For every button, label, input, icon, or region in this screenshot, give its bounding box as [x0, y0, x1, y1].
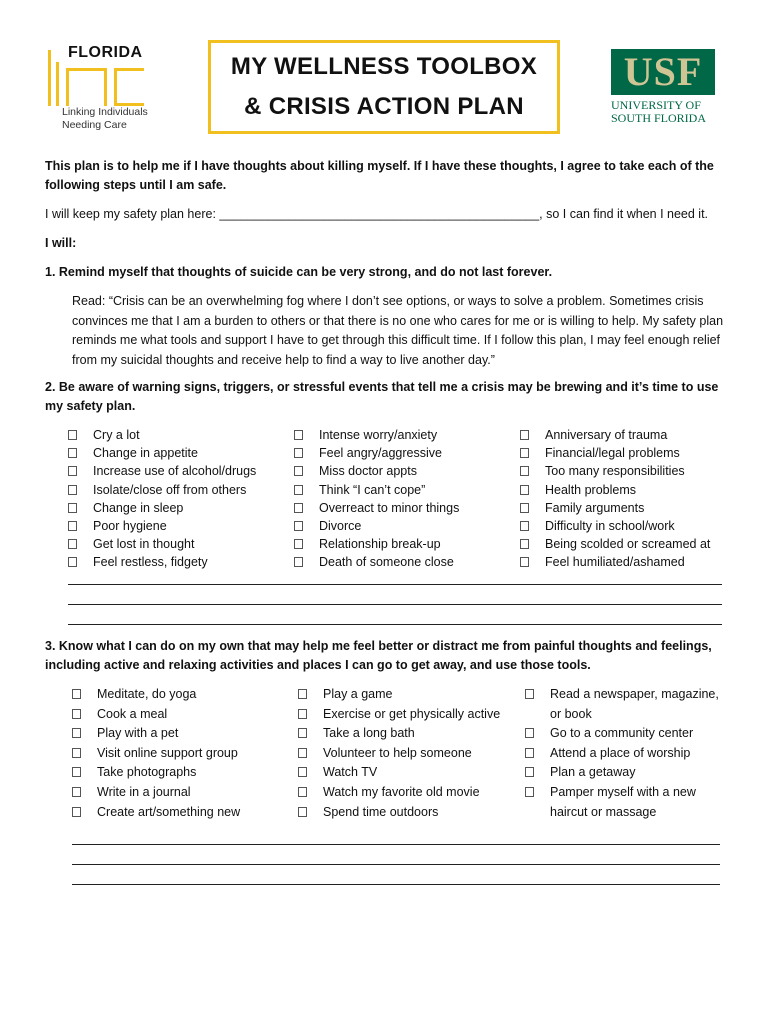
checklist-label: Miss doctor appts [319, 464, 417, 479]
checklist-item[interactable] [72, 744, 240, 764]
write-in-line[interactable] [68, 624, 722, 625]
checkbox[interactable] [525, 787, 534, 797]
checklist-item[interactable] [68, 499, 256, 517]
checklist-item[interactable] [520, 553, 710, 571]
checklist-label: Being scolded or screamed at [545, 537, 711, 552]
checkbox[interactable] [294, 539, 303, 549]
checklist-item[interactable] [68, 553, 256, 571]
step-1-read-text: Read: “Crisis can be an overwhelming fog where I don’t see options, or ways to solve a problem. Sometimes crisis convinces me that I am a burden to others or that there is no one who cares for me or is willing to help. My safety plan reminds me what tools and support I have to get through this difficult time. If I follow this plan, I may feel enough relief from my suicidal thoughts and receive help to find a way to live another day.” [72, 294, 724, 367]
checkbox[interactable] [298, 787, 307, 797]
checklist-label: Volunteer to help someone [323, 745, 472, 760]
checkbox[interactable] [68, 539, 77, 549]
checklist-item[interactable] [72, 803, 240, 823]
step-3-heading: 3. Know what I can do on my own that may help me feel better or distract me from painful thoughts and feelings, including active and relaxing activities and places I can go to get away, and use those tools. [45, 639, 712, 672]
checklist-item[interactable] [68, 444, 256, 462]
checklist-item[interactable] [294, 499, 459, 517]
checklist-label: Death of someone close [319, 555, 454, 570]
checkbox[interactable] [68, 485, 77, 495]
checklist-label: Feel humiliated/ashamed [545, 555, 685, 570]
checklist-label: Family arguments [545, 500, 645, 515]
checklist-item-continuation [525, 705, 719, 725]
florida-wordmark: FLORIDA [68, 44, 143, 61]
checklist-item[interactable] [294, 481, 459, 499]
checkbox[interactable] [520, 485, 529, 495]
checkbox[interactable] [68, 466, 77, 476]
checkbox[interactable] [294, 466, 303, 476]
checklist-item[interactable] [520, 462, 710, 480]
checklist-item[interactable] [72, 783, 240, 803]
checklist-label: Play with a pet [97, 726, 179, 741]
checklist-label: Plan a getaway [550, 765, 636, 780]
logo-stroke [48, 50, 51, 106]
checklist-label: Attend a place of worship [550, 745, 691, 760]
checklist-item[interactable] [520, 444, 710, 462]
title-box [208, 40, 560, 134]
checklist-item[interactable] [520, 517, 710, 535]
tagline-line: Needing Care [62, 119, 127, 131]
checklist-item[interactable] [72, 724, 240, 744]
checklist-item[interactable] [68, 535, 256, 553]
checkbox[interactable] [294, 557, 303, 567]
checkbox[interactable] [72, 728, 81, 738]
checklist-item[interactable] [298, 724, 500, 744]
checkbox[interactable] [525, 767, 534, 777]
checkbox[interactable] [298, 807, 307, 817]
checkbox[interactable] [68, 521, 77, 531]
checklist-item[interactable] [68, 426, 256, 444]
checkbox[interactable] [520, 503, 529, 513]
coping-column-1 [72, 685, 240, 822]
usf-mark: USF [611, 49, 715, 95]
checklist-item[interactable] [298, 783, 500, 803]
checkbox[interactable] [294, 485, 303, 495]
checklist-item[interactable] [298, 744, 500, 764]
logo-stroke [66, 68, 106, 71]
checklist-label: Play a game [323, 687, 393, 701]
step-1-heading: 1. Remind myself that thoughts of suicide can be very strong, and do not last forever. [45, 265, 553, 279]
checkbox[interactable] [525, 748, 534, 758]
checkbox[interactable] [68, 557, 77, 567]
checklist-item[interactable] [298, 803, 500, 823]
usf-name [611, 99, 717, 125]
i-will-label: I will: [45, 236, 77, 250]
checklist-item[interactable] [72, 705, 240, 725]
checkbox[interactable] [520, 521, 529, 531]
checkbox[interactable] [294, 448, 303, 458]
checklist-item[interactable] [294, 444, 459, 462]
checklist-label: Pamper myself with a new [550, 784, 696, 799]
checklist-item[interactable] [298, 705, 500, 725]
checklist-label: Watch TV [323, 765, 378, 780]
checklist-item[interactable] [68, 462, 256, 480]
intro-statement: This plan is to help me if I have thoughts about killing myself. If I have these thoughts, I agree to take each of the following steps until I am safe. [45, 159, 714, 192]
usf-name-line: SOUTH FLORIDA [611, 111, 707, 125]
checkbox[interactable] [72, 767, 81, 777]
checkbox[interactable] [72, 689, 81, 699]
checklist-label: Feel restless, fidgety [93, 555, 208, 570]
checklist-item[interactable] [68, 481, 256, 499]
title-line-2: & CRISIS ACTION PLAN [244, 93, 524, 120]
checklist-item[interactable] [520, 481, 710, 499]
checkbox[interactable] [68, 503, 77, 513]
checkbox[interactable] [72, 748, 81, 758]
checklist-label: Change in sleep [93, 500, 184, 515]
checklist-item[interactable] [525, 724, 719, 744]
checklist-label: Too many responsibilities [545, 464, 685, 479]
checkbox[interactable] [294, 430, 303, 440]
checklist-label: Relationship break-up [319, 537, 441, 552]
checklist-item[interactable] [525, 763, 719, 783]
checklist-item[interactable] [525, 744, 719, 764]
checkbox[interactable] [520, 430, 529, 440]
checkbox[interactable] [298, 767, 307, 777]
checklist-label: Write in a journal [97, 784, 191, 799]
checklist-label: Divorce [319, 518, 362, 533]
checkbox[interactable] [298, 689, 307, 699]
logo-stroke [104, 68, 107, 106]
warning-signs-column-3 [520, 426, 710, 572]
logo-stroke [66, 68, 69, 106]
checklist-label: Meditate, do yoga [97, 687, 197, 701]
checkbox[interactable] [294, 521, 303, 531]
checklist-item[interactable] [520, 535, 710, 553]
checklist-label: Feel angry/aggressive [319, 446, 442, 461]
checkbox[interactable] [520, 466, 529, 476]
checkbox[interactable] [298, 748, 307, 758]
checklist-label: Take a long bath [323, 726, 415, 741]
tagline-line: Linking Individuals [62, 106, 148, 118]
checkbox[interactable] [72, 787, 81, 797]
checklist-label: Change in appetite [93, 446, 198, 461]
checklist-item[interactable] [294, 535, 459, 553]
checklist-label: or book [550, 706, 592, 721]
checklist-label: Difficulty in school/work [545, 518, 675, 533]
checklist-label: Poor hygiene [93, 518, 167, 533]
checklist-item[interactable] [294, 517, 459, 535]
checklist-label: Increase use of alcohol/drugs [93, 464, 257, 479]
coping-column-2 [298, 685, 500, 822]
checkbox[interactable] [294, 503, 303, 513]
florida-linc-logo [42, 44, 152, 136]
warning-signs-column-1 [68, 426, 256, 572]
checkbox[interactable] [298, 728, 307, 738]
checklist-item[interactable] [525, 685, 719, 705]
checklist-item[interactable] [68, 517, 256, 535]
checkbox[interactable] [525, 689, 534, 699]
checkbox[interactable] [525, 728, 534, 738]
checkbox[interactable] [520, 448, 529, 458]
checklist-item[interactable] [298, 763, 500, 783]
checklist-label: Go to a community center [550, 726, 694, 741]
checkbox[interactable] [68, 448, 77, 458]
checklist-label: Spend time outdoors [323, 804, 439, 819]
checklist-item[interactable] [294, 426, 459, 444]
logo-tagline [62, 106, 148, 132]
write-in-line[interactable] [68, 584, 722, 585]
checklist-label: Overreact to minor things [319, 500, 460, 515]
checklist-label: Cook a meal [97, 706, 168, 721]
checklist-item[interactable] [294, 553, 459, 571]
title-line-1: MY WELLNESS TOOLBOX [230, 53, 538, 80]
checklist-label: Watch my favorite old movie [323, 784, 480, 799]
checklist-item[interactable] [520, 499, 710, 517]
checklist-label: Take photographs [97, 765, 197, 780]
coping-column-3 [525, 685, 719, 822]
step-2-heading: 2. Be aware of warning signs, triggers, or stressful events that tell me a crisis may be brewing and it’s time to use my safety plan. [45, 380, 719, 413]
write-in-line[interactable] [72, 864, 720, 865]
checkbox[interactable] [72, 807, 81, 817]
checklist-label: Health problems [545, 482, 637, 497]
checklist-item-continuation [525, 803, 719, 823]
checkbox[interactable] [68, 430, 77, 440]
checklist-item[interactable] [72, 763, 240, 783]
checklist-label: Visit online support group [97, 745, 238, 760]
safety-plan-location: I will keep my safety plan here: ______________________________________________, so I can find it when I need it. [45, 207, 709, 221]
checkbox[interactable] [520, 557, 529, 567]
write-in-line[interactable] [72, 884, 720, 885]
checklist-item[interactable] [294, 462, 459, 480]
usf-name-line: UNIVERSITY OF [611, 98, 701, 112]
logo-stroke [114, 68, 117, 106]
checklist-label: Cry a lot [93, 428, 140, 442]
logo-stroke [56, 62, 59, 106]
logo-stroke [114, 68, 144, 71]
checklist-label: Financial/legal problems [545, 446, 680, 461]
checklist-label: Think “I can’t cope” [319, 482, 426, 497]
checklist-label: Create art/something new [97, 804, 241, 819]
warning-signs-column-2 [294, 426, 459, 572]
checklist-label: Get lost in thought [93, 537, 195, 552]
checklist-item[interactable] [72, 685, 240, 705]
write-in-line[interactable] [72, 844, 720, 845]
checklist-label: Intense worry/anxiety [319, 428, 438, 442]
checklist-label: Isolate/close off from others [93, 482, 247, 497]
checklist-item[interactable] [525, 783, 719, 803]
checklist-label: Exercise or get physically active [323, 706, 501, 721]
checkbox[interactable] [298, 709, 307, 719]
checklist-label: Read a newspaper, magazine, [550, 687, 719, 701]
checkbox[interactable] [520, 539, 529, 549]
checklist-item[interactable] [520, 426, 710, 444]
checklist-label: haircut or massage [550, 804, 657, 819]
checkbox[interactable] [72, 709, 81, 719]
write-in-line[interactable] [68, 604, 722, 605]
usf-logo [611, 49, 717, 131]
checklist-item[interactable] [298, 685, 500, 705]
checklist-label: Anniversary of trauma [545, 428, 668, 442]
